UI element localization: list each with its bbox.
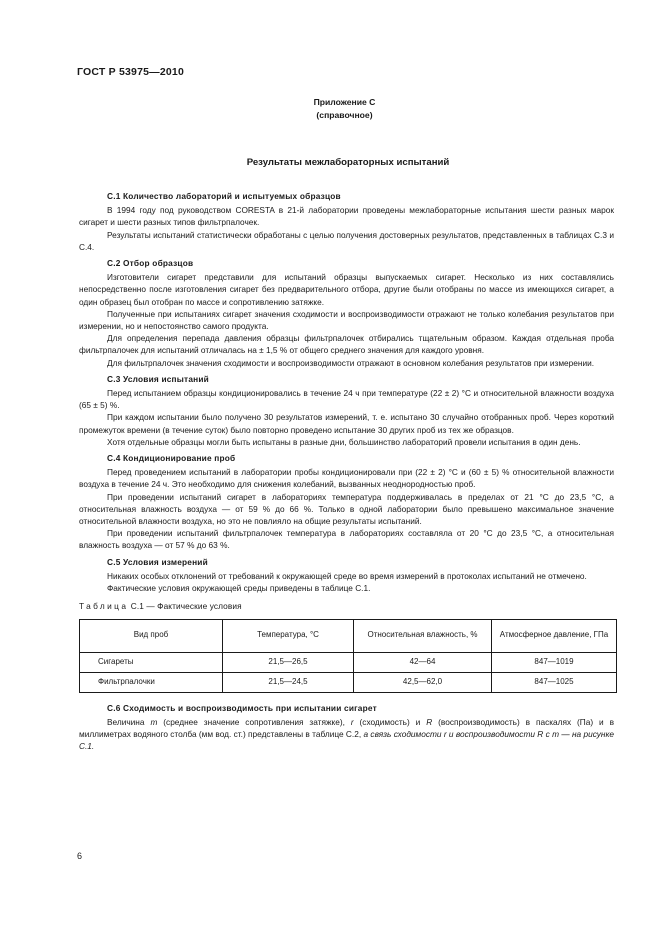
paragraph: Фактические условия окружающей среды приведены в таблице С.1. <box>107 583 371 594</box>
page-number: 6 <box>77 851 83 861</box>
paragraph: При проведении испытаний сигарет в лабораториях температура поддерживалась в пределах от 21 °С до 23,5 °С, а относительная влажность воздуха — от 59 % до 66 %. Только в одной лаборатории было превышено максимальное значение относительной влажности воздуха, но это не повлияло на общие результаты испытаний. <box>79 491 614 527</box>
paragraph: Для определения перепада давления образцы фильтрпалочек отбирались тщательным образом. Каждая отдельная проба фильтрпалочек для испытаний отличалась на ± 1,5 % от общего среднего значения для каждого уровня. <box>79 333 614 356</box>
table-cell: 42,5—62,0 <box>354 672 492 692</box>
table-row <box>80 672 617 692</box>
appendix-subtitle: (справочное) <box>316 110 373 120</box>
heading-c1: С.1 Количество лабораторий и испытуемых образцов <box>107 191 341 201</box>
table-caption-word: Таблица <box>79 601 129 612</box>
column-header: Атмосферное давление, ГПа <box>492 619 617 652</box>
column-header: Температура, °С <box>223 619 354 652</box>
paragraph: Никаких особых отклонений от требований к окружающей среде во время измерений в протоколах испытаний не отмечено. <box>107 570 587 581</box>
paragraph: В 1994 году под руководством CORESTA в 21-й лаборатории проведены межлабораторные испытания шести разных марок сигарет и шести разных типов фильтрпалочек. <box>79 205 614 228</box>
paragraph: При проведении испытаний фильтрпалочек температура в лабораториях составляла от 20 °С до 23,5 °С, а относительная влажность воздуха — от 57 % до 63 %. <box>79 528 614 551</box>
document-body <box>79 190 614 752</box>
table-caption-text: С.1 — Фактические условия <box>130 601 242 612</box>
heading-c3: С.3 Условия испытаний <box>107 373 209 384</box>
table-cell: 847—1019 <box>492 652 617 672</box>
paragraph: Изготовители сигарет представили для испытаний образцы выпускаемых сигарет. Несколько из них составлялись непосредственно после изготовления сигарет без предварительного отбора, другие были отобраны по массе из имеющихся сигарет, а один образец был отобран по массе и сопротивлению затяжке. <box>79 272 614 307</box>
heading-c5: С.5 Условия измерений <box>107 556 208 567</box>
table-cell: 42—64 <box>354 652 492 672</box>
appendix-title: Приложение С <box>313 97 376 107</box>
column-header: Вид проб <box>80 619 223 652</box>
paragraph: При каждом испытании было получено 30 результатов измерений, т. е. испытано 30 случайно отобранных проб. Через короткий промежуток времени (в течение суток) было повторно проведено испытание 30 других проб из тех же образцов. <box>79 412 614 435</box>
paragraph: Перед проведением испытаний в лаборатории пробы кондиционировали при (22 ± 2) °С и (60 ± 5) % относительной влажности воздуха в течение 24 ч. Это необходимо для снижения колебаний, вызванных неоднородностью проб. <box>79 467 614 490</box>
table-cell: 21,5—26,5 <box>223 652 354 672</box>
document-id: ГОСТ Р 53975—2010 <box>77 66 185 78</box>
appendix-label <box>0 96 661 122</box>
table-cell: Сигареты <box>80 652 223 672</box>
table-cell: 847—1025 <box>492 672 617 692</box>
heading-c2: С.2 Отбор образцов <box>107 258 194 269</box>
paragraph: Полученные при испытаниях сигарет значения сходимости и воспроизводимости отражают не только колебания результатов при измерении, но и непостоянство самого продукта. <box>79 308 614 332</box>
paragraph: Перед испытанием образцы кондиционировались в течение 24 ч при температуре (22 ± 2) °С и относительной влажности воздуха (65 ± 5) %. <box>79 388 614 411</box>
paragraph: Хотя отдельные образцы могли быть испытаны в разные дни, большинство лабораторий провели испытания в один день. <box>107 436 581 447</box>
table-row <box>80 652 617 672</box>
table-caption <box>79 600 614 612</box>
section-title: Результаты межлабораторных испытаний <box>246 157 450 168</box>
table-cell: 21,5—24,5 <box>223 672 354 692</box>
conditions-table <box>79 619 617 693</box>
heading-c6: С.6 Сходимость и воспроизводимость при испытании сигарет <box>107 702 377 713</box>
table-cell: Фильтрпалочки <box>80 672 223 692</box>
paragraph: Величина m (среднее значение сопротивления затяжке), r (сходимость) и R (воспроизводимость) в паскалях (Па) и в миллиметрах водяного столба (мм вод. ст.) представлены в таблице С.2, а связь сходимости r и воспроизводимости R с m — на рисунке С.1. <box>79 716 615 752</box>
paragraph: Результаты испытаний статистически обработаны с целью получения достоверных результатов, представленных в таблицах С.3 и С.4. <box>79 229 614 252</box>
heading-c4: С.4 Кондиционирование проб <box>107 453 236 464</box>
paragraph: Для фильтрпалочек значения сходимости и воспроизводимости отражают в основном колебания результатов при измерении. <box>107 357 595 368</box>
column-header: Относительная влажность, % <box>354 619 492 652</box>
table-header-row <box>80 619 617 652</box>
